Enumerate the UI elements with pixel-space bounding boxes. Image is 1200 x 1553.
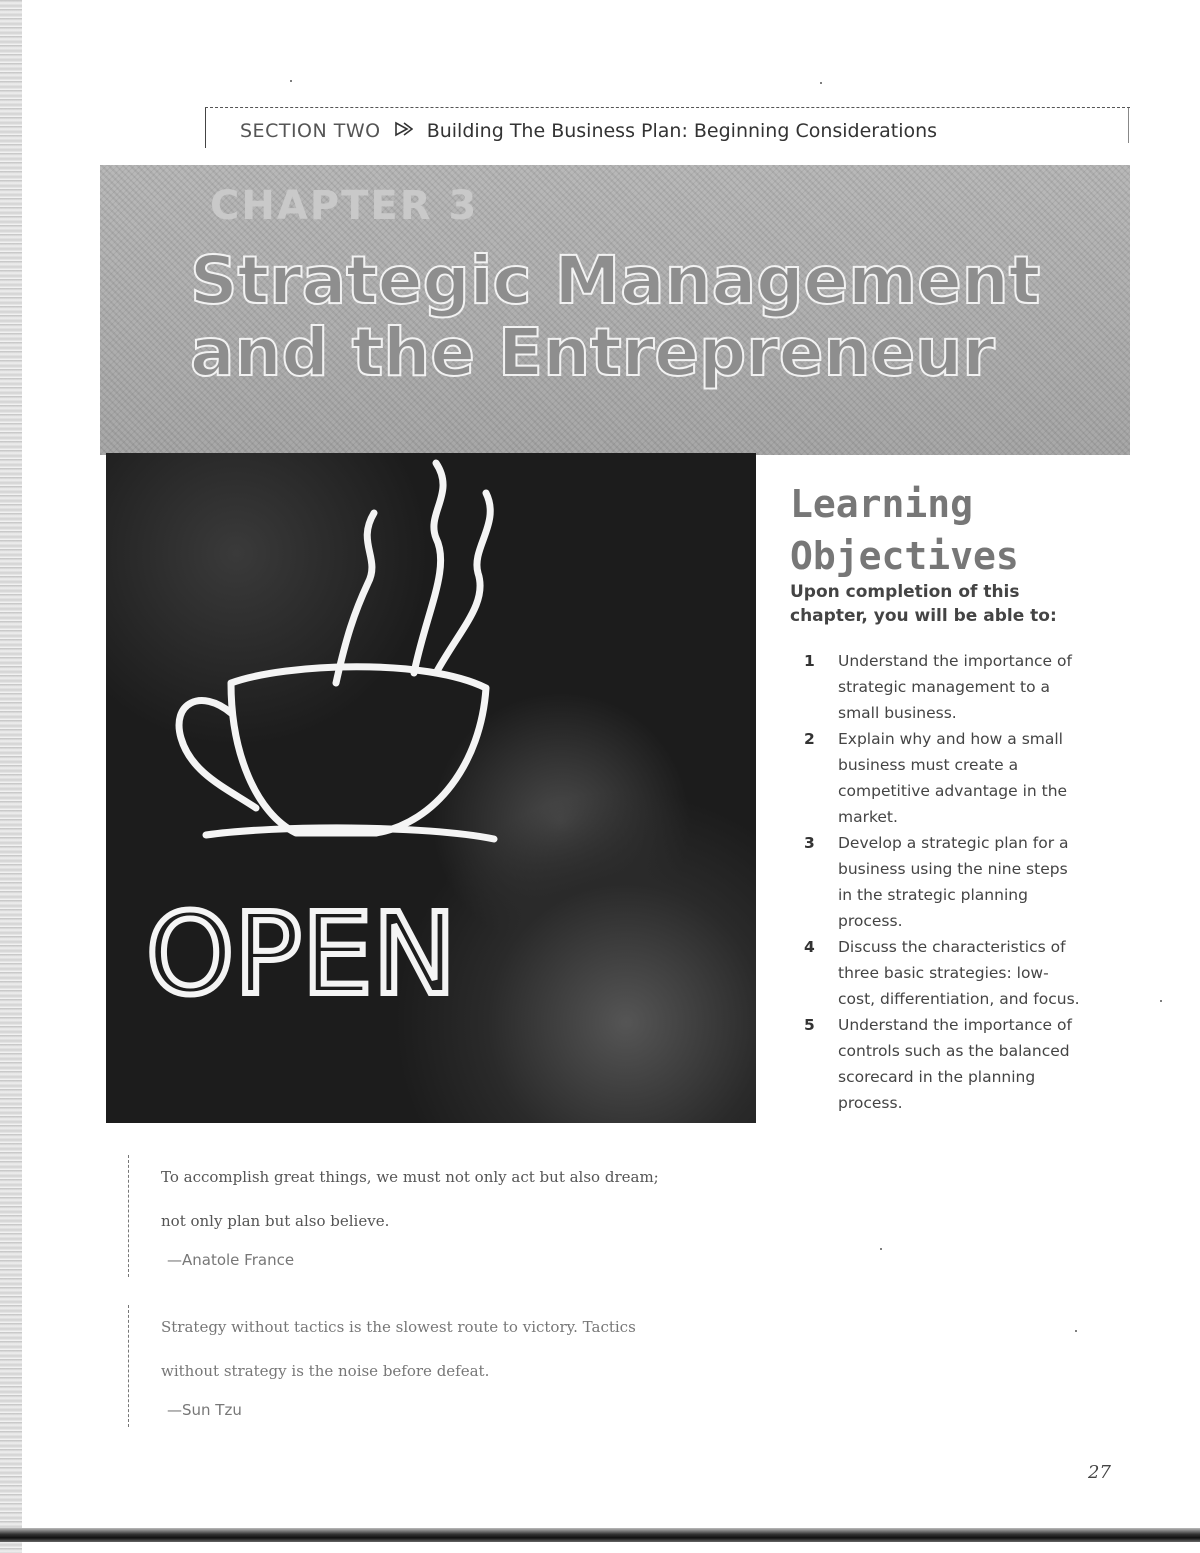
chapter-label: CHAPTER 3 bbox=[210, 183, 479, 229]
objectives-intro-line-1: Upon completion of this bbox=[790, 582, 1020, 602]
objectives-list bbox=[800, 648, 1080, 1116]
objective-number: 3 bbox=[804, 834, 815, 852]
quote-attribution: —Sun Tzu bbox=[167, 1401, 242, 1419]
quote-line: Strategy without tactics is the slowest route to victory. Tactics bbox=[161, 1318, 636, 1336]
quote-line: not only plan but also believe. bbox=[161, 1212, 390, 1230]
chapter-title-line-1: Strategic Management bbox=[190, 242, 1041, 319]
objectives-title-line-1: Learning bbox=[790, 482, 974, 526]
scan-speck bbox=[1160, 1000, 1162, 1002]
chapter-title-banner bbox=[100, 165, 1130, 455]
objective-item bbox=[800, 726, 1080, 830]
objective-item bbox=[800, 1012, 1080, 1116]
section-title: Building The Business Plan: Beginning Considerations bbox=[426, 120, 938, 142]
objective-item bbox=[800, 830, 1080, 934]
objective-number: 4 bbox=[804, 938, 815, 956]
quote-line: without strategy is the noise before defeat. bbox=[161, 1362, 490, 1380]
scan-speck bbox=[290, 80, 292, 82]
arrow-right-icon bbox=[395, 121, 413, 141]
header-divider-right bbox=[1128, 108, 1129, 143]
quote-attribution: —Anatole France bbox=[167, 1251, 295, 1269]
objective-text: Discuss the characteristics of three basic strategies: low-cost, differentiation, and focus. bbox=[838, 938, 1080, 1008]
scan-edge-bottom bbox=[0, 1528, 1200, 1542]
objective-text: Understand the importance of strategic management to a small business. bbox=[838, 652, 1072, 722]
objective-item bbox=[800, 648, 1080, 726]
epigraph-quote bbox=[128, 1155, 761, 1277]
objectives-intro-line-2: chapter, you will be able to: bbox=[790, 606, 1057, 626]
header-rule bbox=[205, 107, 1130, 108]
objective-number: 5 bbox=[804, 1016, 815, 1034]
epigraph-quote bbox=[128, 1305, 761, 1427]
objective-number: 2 bbox=[804, 730, 815, 748]
header-divider-left bbox=[205, 108, 206, 148]
learning-objectives-heading bbox=[790, 478, 1110, 582]
open-sign-text: OPEN bbox=[146, 890, 457, 1020]
objective-text: Develop a strategic plan for a business using the nine steps in the strategic planning process. bbox=[838, 834, 1069, 930]
scan-edge-left bbox=[0, 0, 22, 1553]
objectives-intro bbox=[790, 580, 1080, 628]
chapter-title bbox=[190, 242, 1090, 391]
quote-line: To accomplish great things, we must not only act but also dream; bbox=[161, 1168, 659, 1186]
chapter-title-line-2: and the Entrepreneur bbox=[190, 314, 995, 391]
running-header bbox=[240, 120, 1120, 142]
scan-speck bbox=[820, 82, 822, 84]
objective-number: 1 bbox=[804, 652, 815, 670]
objectives-title-line-2: Objectives bbox=[790, 534, 1019, 578]
objective-text: Explain why and how a small business must create a competitive advantage in the market. bbox=[838, 730, 1068, 826]
page-number: 27 bbox=[1088, 1462, 1111, 1483]
objective-text: Understand the importance of controls such as the balanced scorecard in the planning process. bbox=[838, 1016, 1072, 1112]
open-sign-photo bbox=[106, 453, 756, 1123]
scan-speck bbox=[880, 1248, 882, 1250]
section-label: SECTION TWO bbox=[240, 120, 381, 142]
objective-item bbox=[800, 934, 1080, 1012]
scan-speck bbox=[1075, 1330, 1077, 1332]
